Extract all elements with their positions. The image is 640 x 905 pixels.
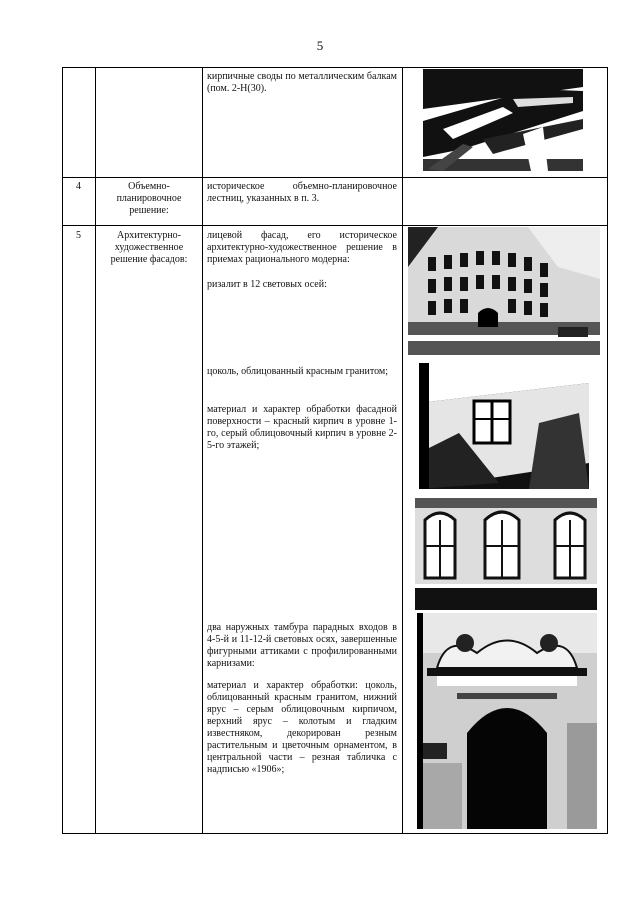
entrance-portal-photo [417,613,597,829]
row-description: два наружных тамбура парадных входов в 4-5-й и 11-12-й световых осях, завершенные фигурными аттиками с профилированными карнизами: [207,622,397,669]
table-border-bottom [62,833,608,834]
row-description: цоколь, облицованный красным гранитом; [207,366,388,377]
row-description: кирпичные своды по металлическим балкам (пом. 2-Н(30). [207,71,397,94]
windows-photo [415,498,597,610]
row-description: материал и характер обработки фасадной поверхности – красный кирпич в уровне 1-го, серый облицовочный кирпич в уровне 2-5-го этажей; [207,404,397,451]
column-divider [607,67,608,834]
plinth-wall-photo [419,363,589,489]
row-number: 5 [76,230,81,241]
monument-table [62,67,608,834]
column-divider [95,67,96,834]
row-description: историческое объемно-планировочное лестниц, указанных в п. 3. [207,181,397,204]
row-description: лицевой фасад, его историческое архитектурно-художественное решение в приемах рационального модерна: [207,230,397,265]
column-divider [202,67,203,834]
row-divider [62,177,608,178]
row-name: Объемно-планировочное решение: [116,181,182,216]
row-name: Архитектурно-художественное решение фасадов: [110,230,188,265]
facade-photo [408,227,600,355]
metal-beams-vault-photo [423,69,583,171]
table-border-top [62,67,608,68]
column-divider [402,67,403,834]
row-description: материал и характер обработки: цоколь, облицованный красным гранитом, нижний ярус – серым облицовочным кирпичом, верхний ярус – колотым и гладким известняком, декорирован резным растительным и цветочным орнаментом, в центральной части – резная табличка с надписью «1906»; [207,680,397,775]
page-number: 5 [316,38,324,53]
row-divider [62,225,608,226]
row-number: 4 [76,181,81,192]
row-description: ризалит в 12 световых осей: [207,279,327,290]
